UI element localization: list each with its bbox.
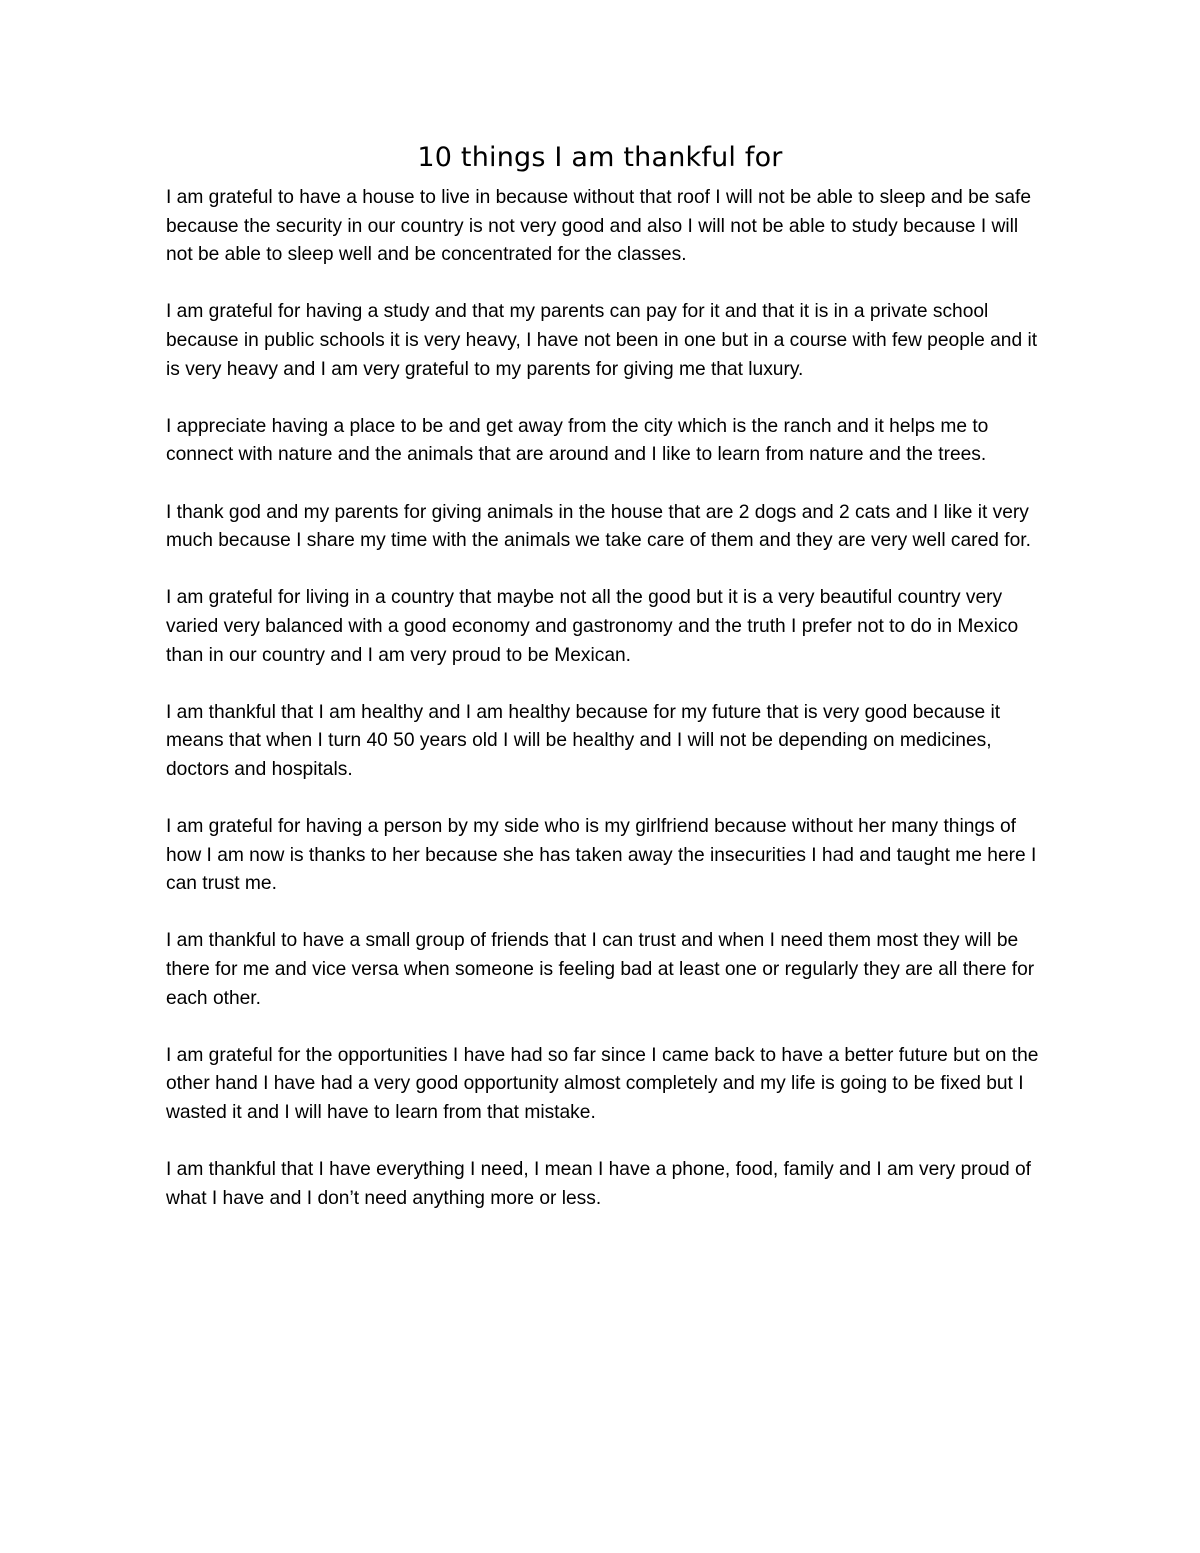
paragraph-6: I am thankful that I am healthy and I am healthy because for my future that is very good because it means that when I turn 40 50 years old I will be healthy and I will not be depending on medicines, doctors and hospitals. (166, 701, 1001, 780)
paragraph-9: I am grateful for the opportunities I have had so far since I came back to have a better future but on the other hand I have had a very good opportunity almost completely and my life is going to be fixed but I wasted it and I will have to learn from that mistake. (166, 1044, 1039, 1123)
paragraph-8: I am thankful to have a small group of friends that I can trust and when I need them most they will be there for me and vice versa when someone is feeling bad at least one or regularly they are all there for each other. (166, 930, 1035, 1009)
paragraph-10: I am thankful that I have everything I need, I mean I have a phone, food, family and I am very proud of what I have and I don’t need anything more or less. (166, 1159, 1032, 1209)
document-body (166, 184, 1041, 1242)
paragraph-1: I am grateful to have a house to live in because without that roof I will not be able to sleep and be safe because the security in our country is not very good and also I will not be able to study because I will not be able to sleep well and be concentrated for the classes. (166, 187, 1032, 266)
paragraph-2: I am grateful for having a study and that my parents can pay for it and that it is in a private school because in public schools it is very heavy, I have not been in one but in a course with few people and it is very heavy and I am very grateful to my parents for giving me that luxury. (166, 301, 1038, 380)
paragraph-5: I am grateful for living in a country that maybe not all the good but it is a very beautiful country very varied very balanced with a good economy and gastronomy and the truth I prefer not to do in Mexico than in our country and I am very proud to be Mexican. (166, 587, 1019, 666)
paragraph-4: I thank god and my parents for giving animals in the house that are 2 dogs and 2 cats and I like it very much because I share my time with the animals we take care of them and they are very well cared for. (166, 501, 1031, 552)
document-title: 10 things I am thankful for (417, 142, 783, 173)
paragraph-7: I am grateful for having a person by my side who is my girlfriend because without her many things of how I am now is thanks to her because she has taken away the insecurities I had and taught me here I can trust me. (166, 816, 1037, 895)
paragraph-3: I appreciate having a place to be and get away from the city which is the ranch and it helps me to connect with nature and the animals that are around and I like to learn from nature and the trees. (166, 415, 989, 466)
